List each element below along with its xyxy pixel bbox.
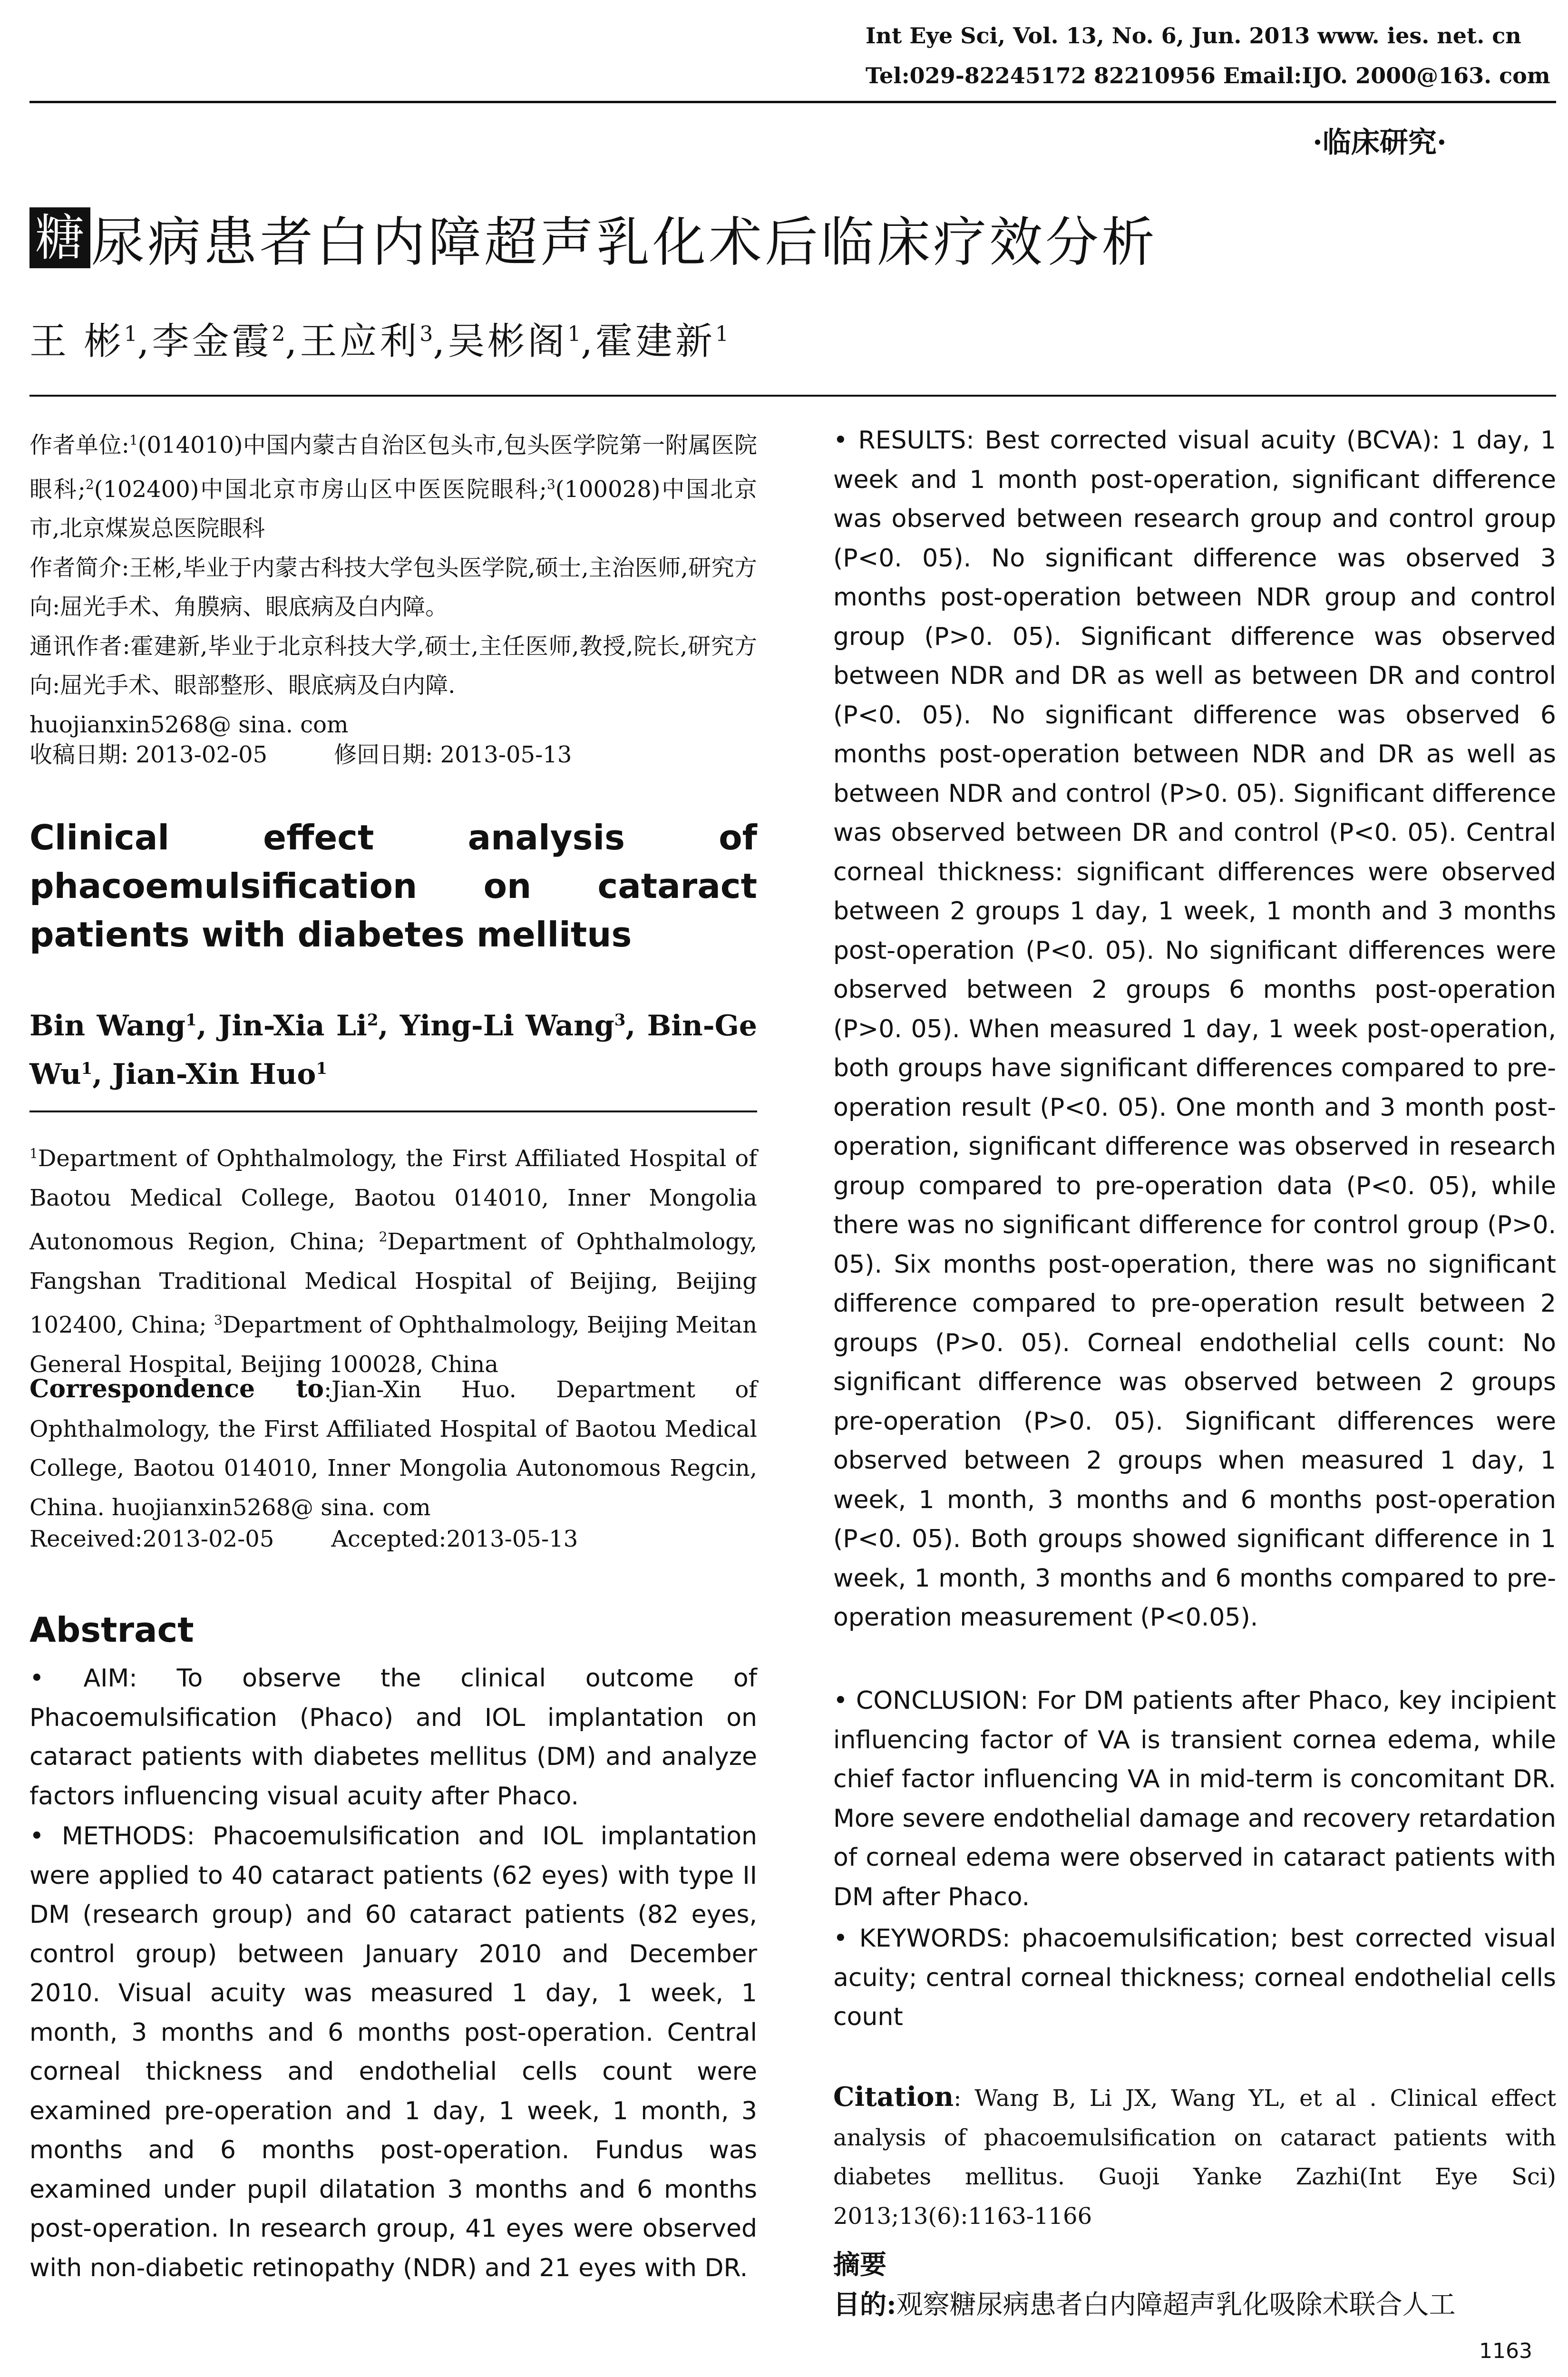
email-cn: huojianxin5268@ sina. com xyxy=(29,711,349,738)
author-en-2: Jin-Xia Li xyxy=(218,1009,367,1042)
correspondence-label: Correspondence to xyxy=(29,1374,324,1403)
author-en-4: Bin-Ge Wu xyxy=(29,1009,758,1091)
author-cn-2: 李金霞 xyxy=(152,320,272,363)
affil-en-2: Department of Ophthalmology, Fangshan Traditional Medical Hospital of Beijing, Beijing 102400, China; xyxy=(29,1228,757,1338)
author-cn-5-sup: 1 xyxy=(715,322,729,346)
english-affiliation xyxy=(29,1134,757,1384)
title-first-char: 糖 xyxy=(29,207,90,268)
author-en-5: Jian-Xin Huo xyxy=(112,1058,316,1091)
affil-en-1: Department of Ophthalmology, the First Affiliated Hospital of Baotou Medical College, Baotou 014010, Inner Mongolia Autonomous Region, China; xyxy=(29,1145,757,1255)
dates-cn xyxy=(29,736,757,769)
corresponding-author-cn: 通讯作者:霍建新,毕业于北京科技大学,硕士,主任医师,教授,院长,研究方向:屈光手术、眼部整形、眼底病及白内障. xyxy=(29,633,757,699)
chinese-authors xyxy=(29,312,729,365)
unit-paragraph xyxy=(29,421,757,548)
chinese-abstract-aim xyxy=(833,2284,1556,2322)
journal-contact-line: Tel:029-82245172 82210956 Email:IJO. 2000@163. com xyxy=(866,63,1550,88)
header-rule xyxy=(29,101,1556,103)
affil-en-sup-3: 3 xyxy=(214,1312,223,1328)
author-en-2-sup: 2 xyxy=(367,1011,379,1030)
received-date-en: Received:2013-02-05 xyxy=(29,1526,274,1552)
author-cn-1-sup: 1 xyxy=(124,322,137,346)
english-title: Clinical effect analysis of phacoemulsification on cataract patients with diabetes mellitus xyxy=(29,818,757,955)
author-en-4-sup: 1 xyxy=(81,1059,93,1078)
affil-en-sup-1: 1 xyxy=(29,1146,38,1161)
chinese-aim-label: 目的: xyxy=(833,2289,896,2320)
received-date-cn: 收稿日期: 2013-02-05 xyxy=(29,741,268,768)
citation-text: : Wang B, Li JX, Wang YL, et al . Clinical effect analysis of phacoemulsification on cataract patients with diabetes mellitus. Guoji Yanke Zazhi(Int Eye Sci) 2013;13(6):1163-1166 xyxy=(833,2085,1556,2230)
author-en-3-sup: 3 xyxy=(614,1011,626,1030)
author-bio: 作者简介:王彬,毕业于内蒙古科技大学包头医学院,硕士,主治医师,研究方向:屈光手术、角膜病、眼底病及白内障。 xyxy=(29,554,757,620)
author-cn-4-sup: 1 xyxy=(567,322,581,346)
author-sep: , xyxy=(137,320,152,363)
english-authors: Bin Wang$^1$, Jin-Xia Li$^2$, Ying-Li Wang$^3$, Bin-Ge Wu$^1$, Jian-Xin Huo$^1$ xyxy=(29,1009,758,1091)
unit-sup-3: 3 xyxy=(546,476,555,492)
unit-3: (100028)中国北京市,北京煤炭总医院眼科 xyxy=(29,476,757,542)
author-cn-3: 王应利 xyxy=(300,320,420,363)
author-sep: , xyxy=(433,320,448,363)
title-text: 尿病患者白内障超声乳化术后临床疗效分析 xyxy=(91,211,1158,273)
unit-1: (014010)中国内蒙古自治区包头市,包头医学院第一附属医院眼科; xyxy=(29,432,757,503)
author-cn-4: 吴彬阁 xyxy=(448,320,568,363)
unit-sup-1: 1 xyxy=(129,432,138,448)
revised-date-cn: 修回日期: 2013-05-13 xyxy=(334,741,572,768)
section-label: ·临床研究· xyxy=(1313,126,1447,159)
chinese-affiliation-block xyxy=(29,421,757,744)
chinese-aim-text: 观察糖尿病患者白内障超声乳化吸除术联合人工 xyxy=(896,2289,1456,2320)
author-cn-1: 王 彬 xyxy=(29,320,124,363)
author-en-3: Ying-Li Wang xyxy=(399,1009,614,1042)
accepted-date-en: Accepted:2013-05-13 xyxy=(331,1526,578,1552)
authors-rule xyxy=(29,1111,757,1112)
abstract-aim: • AIM: To observe the clinical outcome of Phacoemulsification (Phaco) and IOL implantation on cataract patients with diabetes mellitus (DM) and analyze factors influencing visual acuity after Phaco. xyxy=(29,1664,757,1811)
author-cn-2-sup: 2 xyxy=(272,322,285,346)
affil-en-3: Department of Ophthalmology, Beijing Meitan General Hospital, Beijing 100028, China xyxy=(29,1312,757,1378)
affil-en-sup-2: 2 xyxy=(379,1229,388,1245)
abstract-conclusion: • CONCLUSION: For DM patients after Phaco, key incipient influencing factor of VA is transient cornea edema, while chief factor influencing VA in mid-term is concomitant DR. More severe endothelial damage and recovery retardation of corneal edema were observed in cataract patients with DM after Phaco. xyxy=(833,1686,1556,1911)
journal-header-line: Int Eye Sci, Vol. 13, No. 6, Jun. 2013 www. ies. net. cn xyxy=(866,23,1521,49)
dates-en xyxy=(29,1526,757,1552)
title-rule xyxy=(29,395,1556,397)
chinese-title xyxy=(29,205,1158,271)
citation xyxy=(833,2077,1556,2236)
unit-2: (102400)中国北京市房山区中医医院眼科; xyxy=(94,476,547,503)
abstract-keywords: • KEYWORDS: phacoemulsification; best corrected visual acuity; central corneal thickness; corneal endothelial cells count xyxy=(833,1924,1556,2031)
correspondence-text: :Jian-Xin Huo. Department of Ophthalmology, the First Affiliated Hospital of Baotou Medical College, Baotou 014010, Inner Mongolia Autonomous Regcin, China. huojianxin5268@ sina. com xyxy=(29,1376,758,1521)
abstract-methods: • METHODS: Phacoemulsification and IOL implantation were applied to 40 cataract patients (62 eyes) with type II DM (research group) and 60 cataract patients (82 eyes, control group) between January 2010 and December 2010. Visual acuity was measured 1 day, 1 week, 1 month, 3 months and 6 months post-operation. Central corneal thickness and endothelial cells count were examined pre-operation and 1 day, 1 week, 1 month, 3 months and 6 months post-operation. Fundus was examined under pupil dilatation 3 months and 6 months post-operation. In research group, 41 eyes were observed with non-diabetic retinopathy (NDR) and 21 eyes with DR. xyxy=(29,1822,757,2282)
author-en-1-sup: 1 xyxy=(185,1011,197,1030)
author-sep: , xyxy=(285,320,300,363)
page-number: 1163 xyxy=(1479,2339,1532,2363)
author-en-1: Bin Wang xyxy=(29,1009,186,1042)
author-cn-3-sup: 3 xyxy=(419,322,433,346)
unit-sup-2: 2 xyxy=(85,476,94,492)
correspondence-en xyxy=(29,1370,757,1527)
chinese-abstract-heading: 摘要 xyxy=(833,2249,886,2280)
author-cn-5: 霍建新 xyxy=(595,320,716,363)
citation-label: Citation xyxy=(833,2081,954,2113)
abstract-results: • RESULTS: Best corrected visual acuity (BCVA): 1 day, 1 week and 1 month post-operation, significant difference was observed between research group and control group (P<0. 05). No significant difference was observed 3 months post-operation between NDR group and control group (P>0. 05). Significant difference was observed between NDR and DR as well as between DR and control (P<0. 05). No significant difference was observed 6 months post-operation between NDR and DR as well as between NDR and control (P>0. 05). Significant difference was observed between DR and control (P<0. 05). Central corneal thickness: significant differences were observed between 2 groups 1 day, 1 week, 1 month and 3 months post-operation (P<0. 05). No significant differences were observed between 2 groups 6 months post-operation (P>0. 05). When measured 1 day, 1 week post-operation, both groups have significant differences compared to pre-operation result (P<0. 05). One month and 3 month post-operation, significant difference was observed in research group compared to pre-operation data (P<0. 05), while there was no significant difference for control group (P>0. 05). Six months post-operation, there was no significant difference compared to pre-operation result between 2 groups (P>0. 05). Corneal endothelial cells count: No significant difference was observed between 2 groups pre-operation (P>0. 05). Significant differences were observed between 2 groups when measured 1 day, 1 week, 1 month, 3 months and 6 months post-operation (P<0. 05). Both groups showed significant difference in 1 week, 1 month, 3 months and 6 months compared to pre-operation measurement (P<0.05). xyxy=(833,426,1556,1632)
unit-label: 作者单位: xyxy=(29,432,129,458)
author-sep: , xyxy=(581,320,596,363)
abstract-heading: Abstract xyxy=(29,1610,194,1650)
author-en-5-sup: 1 xyxy=(316,1059,328,1078)
